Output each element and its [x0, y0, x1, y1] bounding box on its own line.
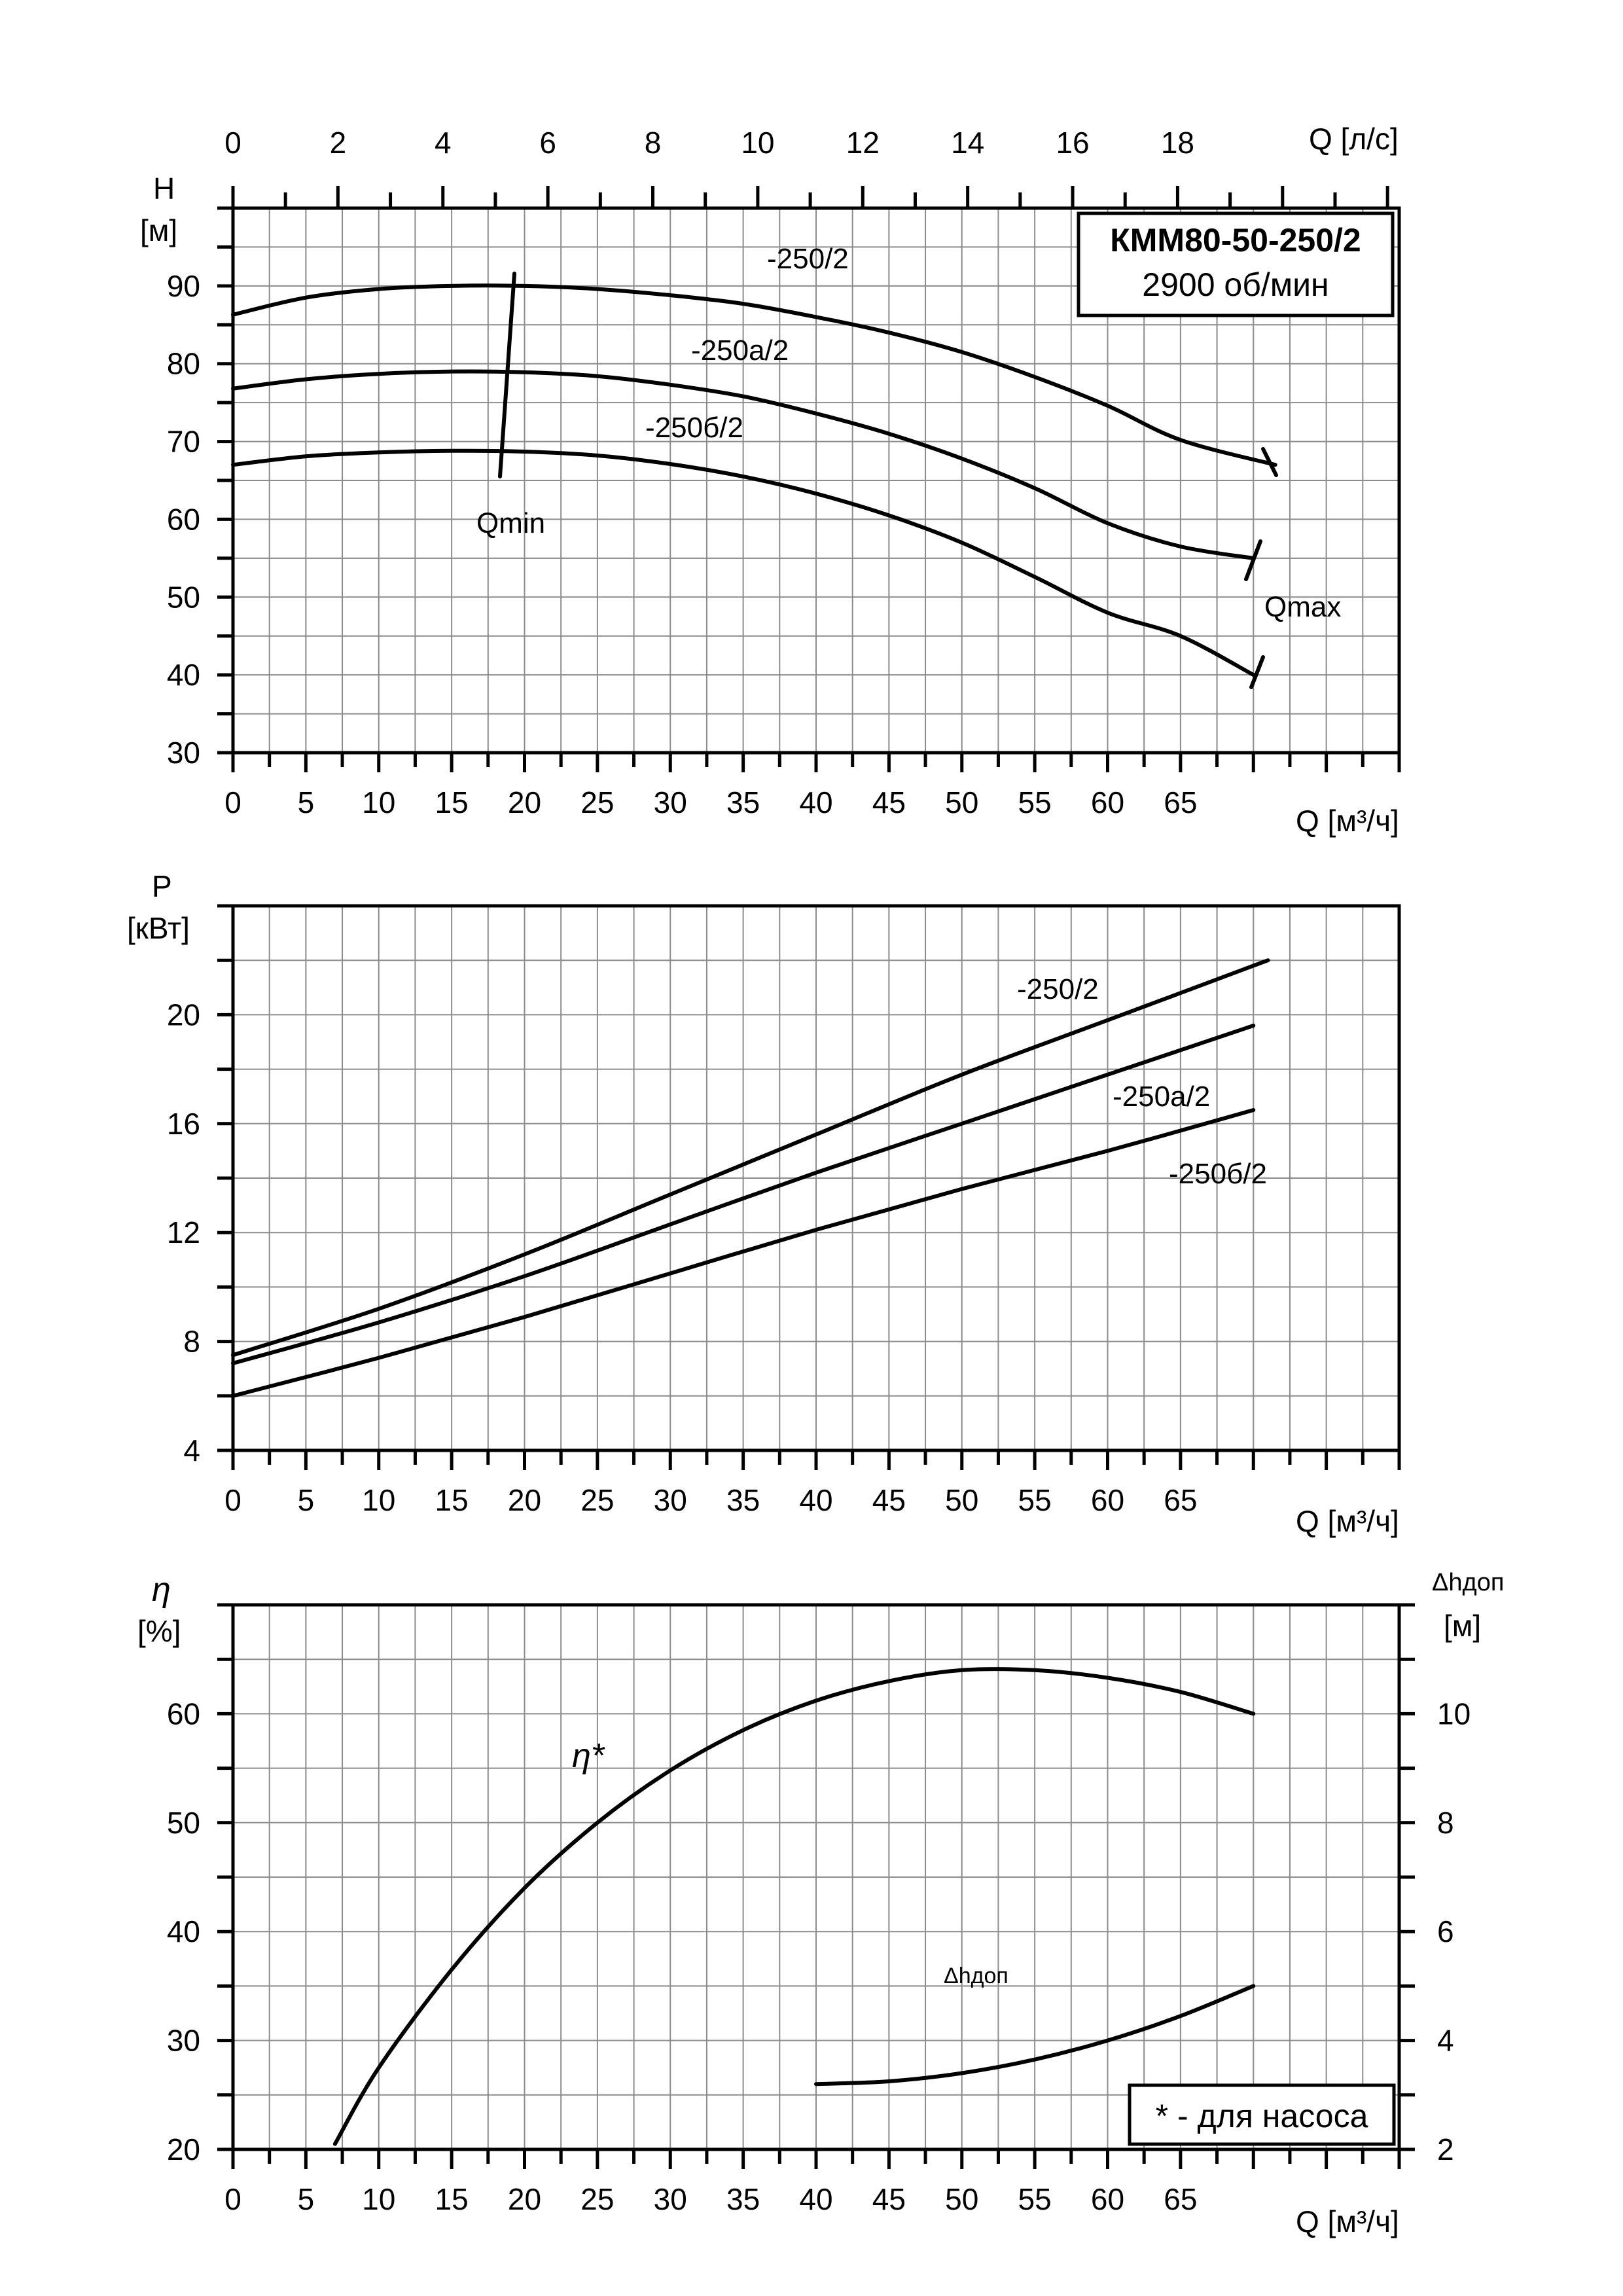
efficiency-chart-grid: [233, 1605, 1399, 2149]
y-tick-label: 50: [166, 1805, 200, 1840]
x-tick-label: 0: [224, 1483, 241, 1517]
qmin-label: Qmin: [476, 507, 546, 539]
x-tick-label: 15: [435, 785, 469, 819]
efficiency-chart-curves: [335, 1669, 1253, 2144]
npsh-curve-label: Δhдоп: [944, 1964, 1008, 1988]
head-curve-label-250b: -250б/2: [645, 412, 743, 444]
x-tick-label: 50: [945, 1483, 979, 1517]
x-tick-label: 30: [653, 2182, 687, 2216]
efficiency-npsh-chart: [137, 1569, 1504, 2238]
head-curve-label-250a: -250а/2: [691, 334, 789, 367]
x2-tick-label: 8: [644, 126, 662, 160]
x-tick-label: 60: [1090, 1483, 1125, 1517]
npsh-axis-unit: [м]: [1444, 1609, 1482, 1643]
x-tick-label: 35: [726, 1483, 760, 1517]
head-axis-label: H: [153, 171, 175, 206]
x-tick-label: 10: [362, 2182, 396, 2216]
y-tick-label: 60: [166, 1696, 200, 1731]
x-tick-label: 40: [799, 785, 833, 819]
x-tick-label: 45: [872, 2182, 906, 2216]
model-speed: 2900 об/мин: [1142, 266, 1329, 303]
x-tick-label: 25: [580, 785, 615, 819]
x2-tick-label: 4: [434, 126, 452, 160]
x2-tick-label: 6: [539, 126, 556, 160]
qmax-label: Qmax: [1264, 591, 1342, 623]
y-tick-label: 12: [166, 1215, 200, 1250]
x-tick-label: 65: [1164, 785, 1198, 819]
x-tick-label: 60: [1090, 785, 1125, 819]
head-x2-axis-label: Q [л/с]: [1309, 122, 1399, 156]
y2-tick-label: 10: [1437, 1696, 1471, 1731]
series-line-p-0: [233, 960, 1268, 1355]
x-tick-label: 15: [435, 2182, 469, 2216]
power-curve-label-250a: -250а/2: [1113, 1081, 1211, 1113]
x-tick-label: 35: [726, 785, 760, 819]
y-tick-label: 80: [166, 346, 200, 381]
power-axis-unit: [кВт]: [127, 911, 190, 945]
x-tick-label: 40: [799, 1483, 833, 1517]
head-chart: [140, 122, 1399, 838]
x-tick-label: 45: [872, 1483, 906, 1517]
x-tick-label: 30: [653, 1483, 687, 1517]
y2-tick-label: 8: [1437, 1805, 1454, 1840]
x-tick-label: 65: [1164, 2182, 1198, 2216]
model-title: КММ80-50-250/2: [1110, 222, 1361, 259]
y-tick-label: 50: [166, 580, 200, 615]
x-tick-label: 0: [224, 2182, 241, 2216]
y-tick-label: 20: [166, 2132, 200, 2166]
y2-tick-label: 4: [1437, 2023, 1454, 2058]
y-tick-label: 30: [166, 736, 200, 770]
x-tick-label: 55: [1018, 1483, 1052, 1517]
x-tick-label: 20: [507, 2182, 542, 2216]
head-axis-unit: [м]: [140, 213, 178, 247]
x-tick-label: 5: [297, 2182, 315, 2216]
x2-tick-label: 2: [329, 126, 347, 160]
y2-tick-label: 6: [1437, 1914, 1454, 1949]
head-curve-label-250: -250/2: [767, 243, 849, 275]
y-tick-label: 40: [166, 1914, 200, 1949]
x-tick-label: 45: [872, 785, 906, 819]
x-tick-label: 50: [945, 785, 979, 819]
x-tick-label: 50: [945, 2182, 979, 2216]
x-tick-label: 10: [362, 785, 396, 819]
npsh-axis-label: Δhдоп: [1432, 1569, 1505, 1596]
x2-tick-label: 10: [741, 126, 775, 160]
x-tick-label: 25: [580, 1483, 615, 1517]
y-tick-label: 40: [166, 658, 200, 692]
efficiency-curve-label: η*: [572, 1737, 605, 1775]
x2-tick-label: 0: [224, 126, 241, 160]
x2-tick-label: 16: [1056, 126, 1090, 160]
y-tick-label: 90: [166, 268, 200, 303]
x-tick-label: 40: [799, 2182, 833, 2216]
x-tick-label: 60: [1090, 2182, 1125, 2216]
series-line-e-0: [335, 1669, 1253, 2144]
power-curve-label-250: -250/2: [1017, 973, 1099, 1005]
y-tick-label: 60: [166, 502, 200, 537]
x-tick-label: 55: [1018, 785, 1052, 819]
y-tick-label: 8: [183, 1324, 200, 1359]
x-tick-label: 15: [435, 1483, 469, 1517]
x-tick-label: 5: [297, 1483, 315, 1517]
efficiency-axis-unit: [%]: [137, 1614, 181, 1648]
x2-tick-label: 18: [1160, 126, 1195, 160]
x2-tick-label: 14: [951, 126, 985, 160]
x-tick-label: 55: [1018, 2182, 1052, 2216]
x-tick-label: 20: [507, 785, 542, 819]
efficiency-x-axis-label: Q [м³/ч]: [1296, 2204, 1399, 2238]
x-tick-label: 25: [580, 2182, 615, 2216]
note-text: * - для насоса: [1155, 2098, 1368, 2134]
power-chart: [127, 869, 1399, 1538]
y-tick-label: 70: [166, 424, 200, 459]
y-tick-label: 4: [183, 1433, 200, 1467]
power-axis-label: P: [152, 869, 172, 903]
y-tick-label: 16: [166, 1106, 200, 1141]
qmin-marker: [500, 274, 514, 476]
x-tick-label: 30: [653, 785, 687, 819]
y-tick-label: 30: [166, 2023, 200, 2058]
x2-tick-label: 12: [846, 126, 880, 160]
x-tick-label: 35: [726, 2182, 760, 2216]
power-x-axis-label: Q [м³/ч]: [1296, 1504, 1399, 1538]
y-tick-label: 20: [166, 997, 200, 1032]
x-tick-label: 0: [224, 785, 241, 819]
x-tick-label: 65: [1164, 1483, 1198, 1517]
head-x-axis-label: Q [м³/ч]: [1296, 804, 1399, 838]
x-tick-label: 5: [297, 785, 315, 819]
power-curve-label-250b: -250б/2: [1169, 1158, 1267, 1190]
x-tick-label: 10: [362, 1483, 396, 1517]
efficiency-axis-label: η: [152, 1571, 171, 1609]
x-tick-label: 20: [507, 1483, 542, 1517]
y2-tick-label: 2: [1437, 2132, 1454, 2166]
power-chart-ticks: [167, 906, 1399, 1517]
